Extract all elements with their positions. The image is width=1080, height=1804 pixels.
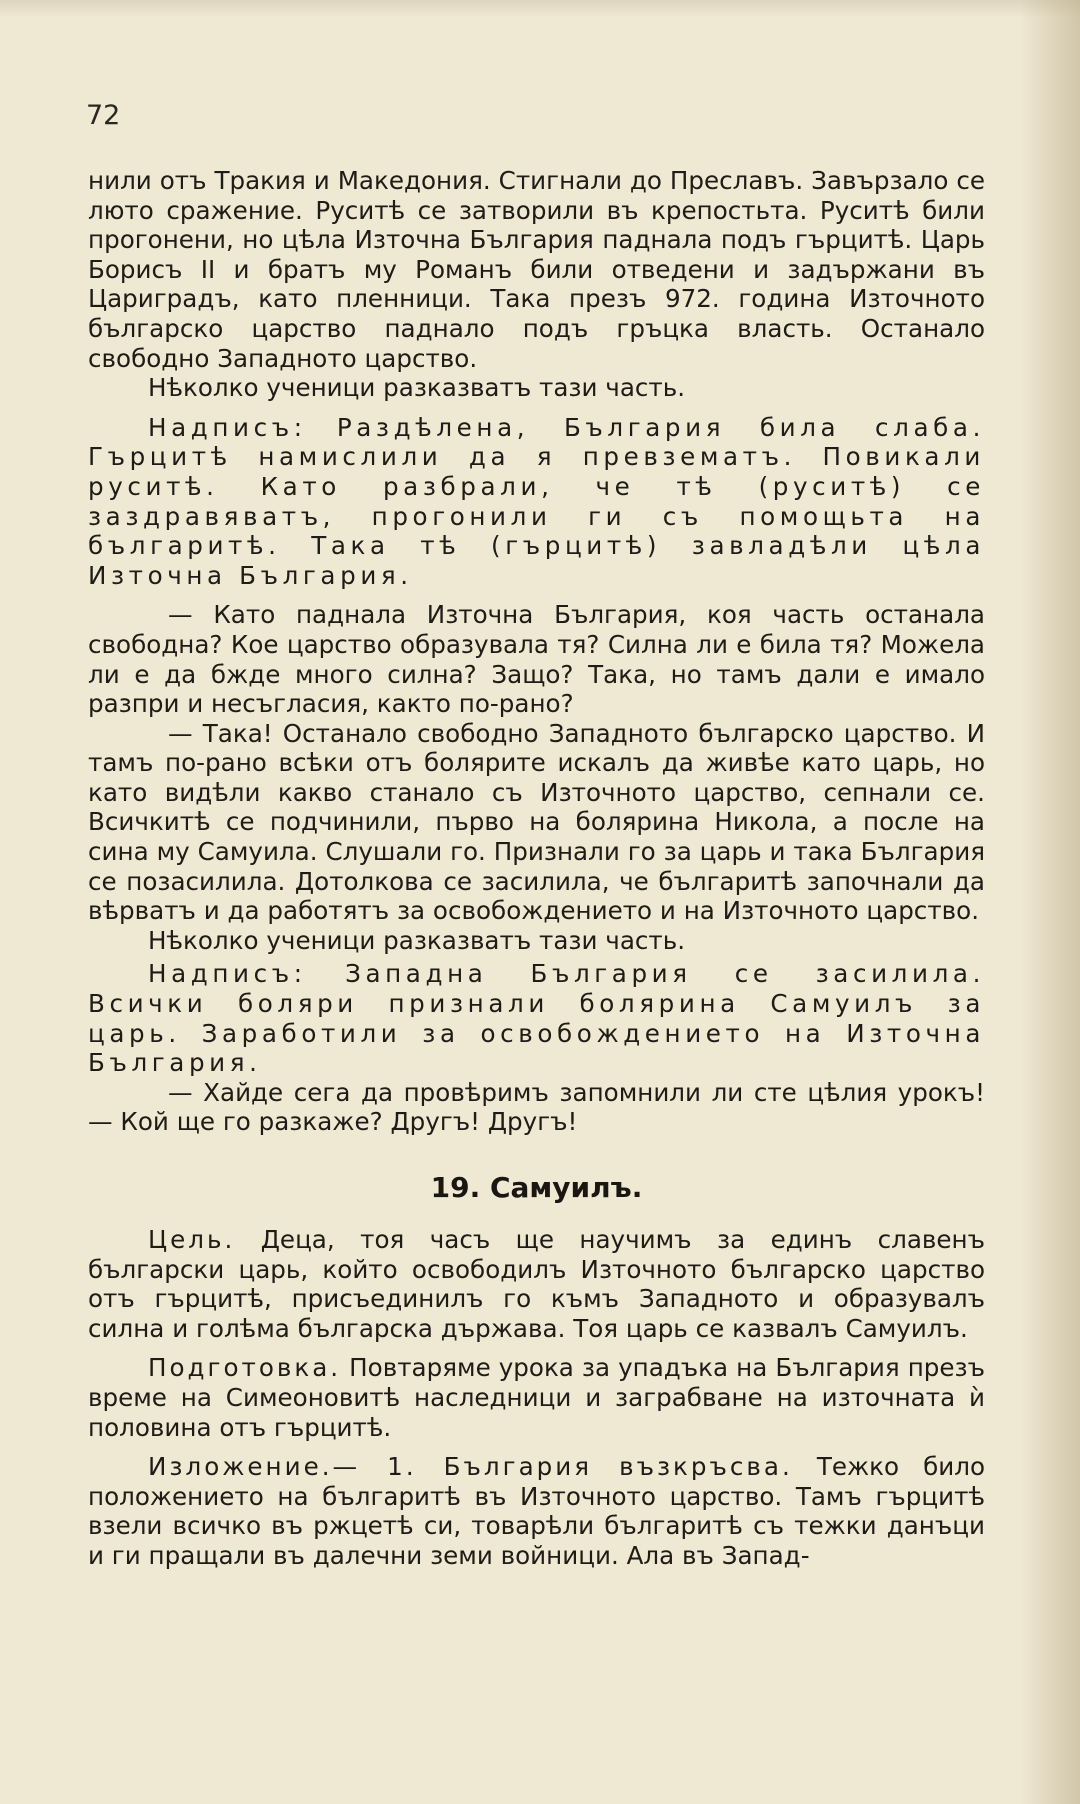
paragraph-6: Нѣколко ученици разказватъ тази часть. [148,925,686,955]
exposition-subheading: — 1. България възкръсва. [332,1452,793,1482]
inscription-1-text: Раздѣлена, България била слаба. Гърцитѣ намислили да я превзематъ. Повикали руситѣ. Като разбрали, че тѣ (руситѣ) се заздравяватъ, прогонили ги съ помощьта на българитѣ. Така тѣ (гърцитѣ) завладѣли цѣла Източна България. [88,412,985,590]
paragraph-5: — Така! Останало свободно Западното българско царство. И тамъ по-рано всѣки отъ болярите искалъ да живѣе като царь, но като видѣли какво станало съ Източното царство, сепнали се. Всичкитѣ се подчинили, първо на болярина Никола, а после на сина му Самуила. Слушали го. Признали го за царь и така България се позасилила. Дотолкова се засилила, че българитѣ започнали да вѣрватъ и да работятъ за освобождението и на Източното царство. [88,718,985,926]
page-text [88,166,985,1571]
page-number: 72 [86,100,121,131]
exposition-paragraph [88,1452,985,1570]
inscription-1-label: Надписъ: [148,412,307,442]
goal-paragraph [88,1225,985,1343]
inscription-2 [88,959,985,1077]
section-heading: 19. Самуилъ. [430,1171,643,1204]
preparation-paragraph [88,1353,985,1442]
inscription-2-text: Западна България се засилила. Всички боляри признали болярина Самуилъ за царь. Заработили за освобождението на Източна България. [88,959,985,1078]
preparation-text: Повтаряме урока за упадъка на България презъ време на Симеоновитѣ наследници и заграбване на източната ѝ половина отъ гърцитѣ. [88,1353,985,1442]
goal-text: Деца, тоя часъ ще научимъ за единъ славенъ български царь, който освободилъ Източното българско царство отъ гърцитѣ, присъединилъ го къмъ Западното и образувалъ силна и голѣма българска държава. Тоя царь се казвалъ Самуилъ. [88,1225,985,1343]
goal-label: Цель. [148,1225,236,1254]
paragraph-8: — Хайде сега да провѣримъ запомнили ли сте цѣлия урокъ! — Кой ще го разкаже? Другъ! Другъ! [88,1077,985,1137]
preparation-label: Подготовка. [148,1353,342,1383]
exposition-text: Тежко било положението на българитѣ въ Източното царство. Тамъ гърцитѣ взели всичко въ ржцетѣ си, товарѣли българитѣ съ тежки данъци и ги пращали въ далечни земи войници. Ала въ Запад- [88,1452,985,1570]
page-edge-shadow [1020,0,1080,1804]
page-top-shadow [0,0,1080,18]
paragraph-4: — Като паднала Източна България, коя часть останала свободна? Кое царство образувала тя? Силна ли е била тя? Можела ли е да бжде много силна? Защо? Така, но тамъ дали е имало разпри и несъгласия, както по-рано? [88,600,985,719]
inscription-2-label: Надписъ: [148,959,307,989]
paragraph-1: нили отъ Тракия и Македония. Стигнали до Преславъ. Завързало се люто сражение. Руситѣ се затворили въ крепостьта. Руситѣ били прогонени, но цѣла Източна България паднала подъ гърцитѣ. Царь Борисъ II и братъ му Романъ били отведени и задържани въ Цариградъ, като пленници. Така презъ 972. година Източното българско царство паднало подъ гръцка власть. Останало свободно Западното царство. [88,166,985,373]
inscription-1 [88,413,985,591]
exposition-label: Изложение. [148,1452,333,1482]
paragraph-2: Нѣколко ученици разказватъ тази часть. [148,373,686,403]
